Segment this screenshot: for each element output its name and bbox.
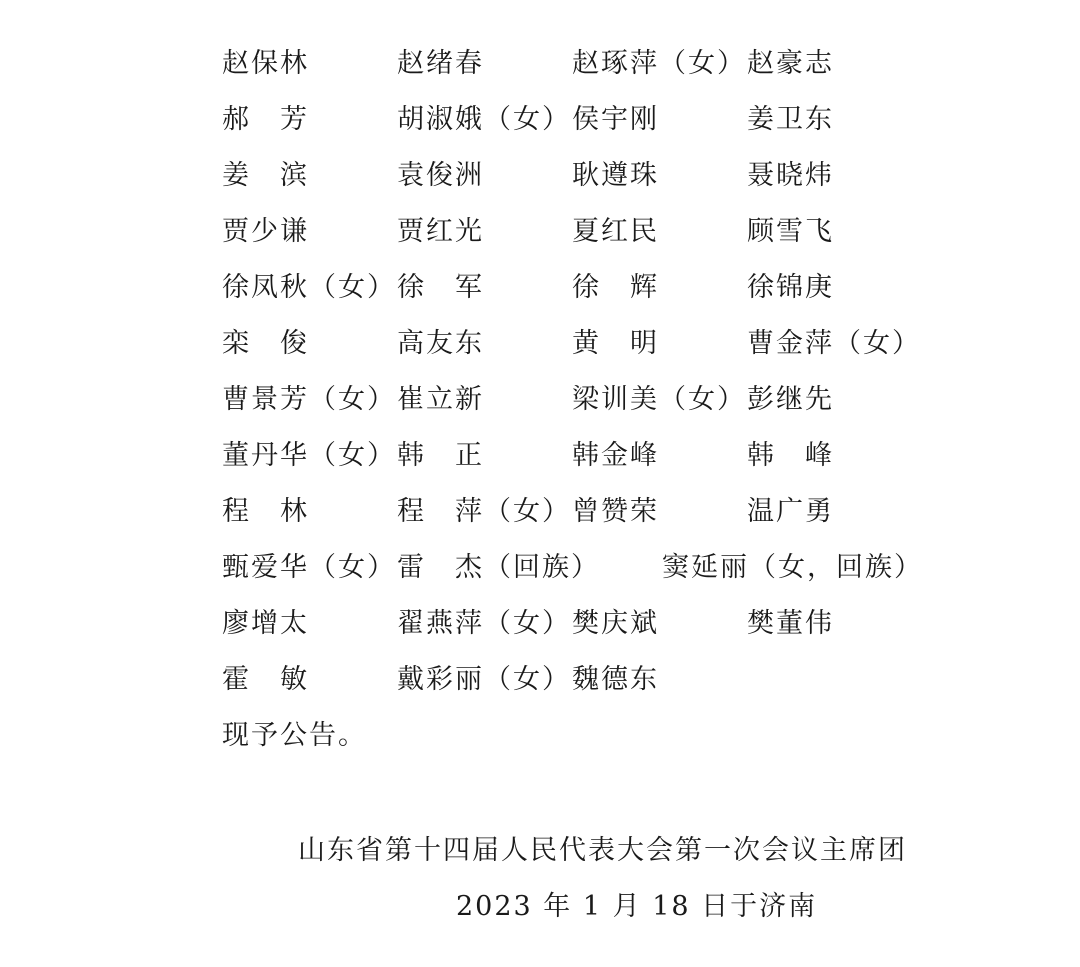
name-row [222,596,982,652]
name-entry: 雷 杰（回族） [397,552,600,583]
name-row [222,652,982,708]
name-row [222,428,982,484]
name-row [222,484,982,540]
name-entry: 郝 芳 [222,104,309,135]
name-entry: 韩 峰 [747,440,834,471]
name-entry: 曹金萍（女） [747,328,921,359]
name-entry: 赵绪春 [397,48,484,79]
name-entry: 彭继先 [747,384,834,415]
name-entry: 董丹华（女） [222,440,396,471]
name-entry: 赵琢萍（女） [572,48,746,79]
name-entry: 侯宇刚 [572,104,659,135]
name-row [222,204,982,260]
name-entry: 樊庆斌 [572,608,659,639]
name-entry: 聂晓炜 [747,160,834,191]
name-entry: 袁俊洲 [397,160,484,191]
name-entry: 徐锦庚 [747,272,834,303]
name-entry: 廖增太 [222,608,309,639]
name-entry: 韩 正 [397,440,484,471]
name-entry: 胡淑娥（女） [397,104,571,135]
name-entry: 樊董伟 [747,608,834,639]
name-entry: 贾少谦 [222,216,309,247]
name-entry: 曹景芳（女） [222,384,396,415]
name-row [222,372,982,428]
name-entry: 赵豪志 [747,48,834,79]
name-entry: 黄 明 [572,328,659,359]
name-row [222,260,982,316]
name-entry: 程 萍（女） [397,496,571,527]
name-entry: 贾红光 [397,216,484,247]
name-entry: 高友东 [397,328,484,359]
name-entry: 姜卫东 [747,104,834,135]
name-entry: 赵保林 [222,48,309,79]
name-row [222,36,982,92]
name-entry: 霍 敏 [222,664,309,695]
name-list [222,36,982,708]
name-entry: 徐凤秋（女） [222,272,396,303]
name-entry: 韩金峰 [572,440,659,471]
name-entry: 崔立新 [397,384,484,415]
name-entry: 温广勇 [747,496,834,527]
date-line: 2023 年 1 月 18 日于济南 [456,891,818,922]
name-entry: 戴彩丽（女） [397,664,571,695]
name-row [222,540,982,596]
signature-line: 山东省第十四届人民代表大会第一次会议主席团 [298,835,907,866]
name-row [222,316,982,372]
name-entry: 甄爱华（女） [222,552,396,583]
name-entry: 窦延丽（女，回族） [662,552,923,583]
name-entry: 姜 滨 [222,160,309,191]
name-entry: 徐 军 [397,272,484,303]
name-entry: 夏红民 [572,216,659,247]
name-row [222,92,982,148]
name-entry: 栾 俊 [222,328,309,359]
name-entry: 程 林 [222,496,309,527]
notice-text: 现予公告。 [222,720,367,751]
name-entry: 魏德东 [572,664,659,695]
name-row [222,148,982,204]
name-entry: 翟燕萍（女） [397,608,571,639]
name-entry: 徐 辉 [572,272,659,303]
name-entry: 顾雪飞 [747,216,834,247]
name-entry: 耿遵珠 [572,160,659,191]
name-entry: 梁训美（女） [572,384,746,415]
name-entry: 曾赞荣 [572,496,659,527]
